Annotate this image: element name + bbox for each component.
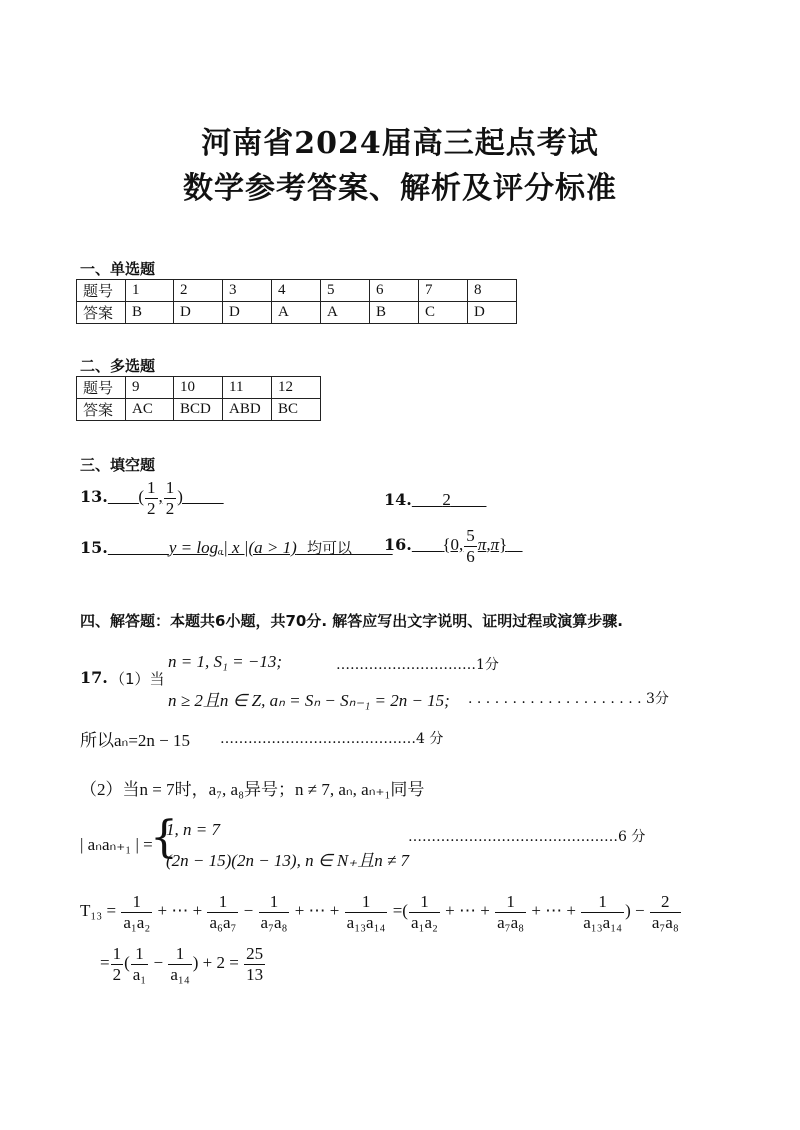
table-cell: BCD xyxy=(174,399,223,421)
frac-num: 1 xyxy=(165,478,175,497)
section-solutions-title: 四、解答题：本题共6小题，共70分. 解答应写出文字说明、证明过程或演算步骤. xyxy=(80,612,623,630)
table-cell: 7 xyxy=(419,280,468,302)
score-dots: . . . . . . . . . . . . . . . . . . . . 3分 xyxy=(468,691,669,707)
table-cell: 4 xyxy=(272,280,321,302)
frac-den: 13 xyxy=(246,964,264,984)
table-row xyxy=(77,399,321,421)
math-text: + ⋯ + xyxy=(531,900,576,920)
table-cell: D xyxy=(468,302,517,324)
math-line: n ≥ 2且n ∈ Z, aₙ = Sₙ − Sₙ₋₁ = 2n − 15; xyxy=(168,691,450,710)
table-cell: D xyxy=(223,302,272,324)
section-single-choice-title: 一、单选题 xyxy=(80,260,156,278)
frac-den: a₇a₈ xyxy=(260,912,288,932)
frac-num: 5 xyxy=(466,526,475,545)
frac-den: a₁₃a₁₄ xyxy=(583,912,623,932)
table-cell: 2 xyxy=(174,280,223,302)
table-row xyxy=(77,280,517,302)
frac-num: 1 xyxy=(495,892,526,913)
frac-num: 1 xyxy=(581,892,624,913)
frac-num: 1 xyxy=(409,892,440,913)
frac-den: a₁ xyxy=(132,964,147,984)
table-cell: 答案 xyxy=(77,302,126,324)
table-cell: 6 xyxy=(370,280,419,302)
final-expression: = $\frac{1}{2}$ ( $\frac{1}{\text{a₁}}$ − $\frac{1}{\text{a₁₄}}$ ) + 2 = $\frac{25}{13}$ xyxy=(100,944,264,984)
frac-num: 1 xyxy=(131,944,148,965)
math-line: n = 1, S₁ = −13; xyxy=(168,652,282,671)
answer-15 xyxy=(80,537,393,558)
math-line: 所以aₙ=2n − 15 xyxy=(80,731,190,750)
frac-num: 1 xyxy=(121,892,152,913)
part-label: （1）当 xyxy=(110,670,165,688)
frac-den: a₇a₈ xyxy=(497,912,525,932)
score-dots: ……………………………………4 分 xyxy=(220,731,444,747)
table-cell: C xyxy=(419,302,468,324)
table-cell: 10 xyxy=(174,377,223,399)
table-cell: AC xyxy=(126,399,174,421)
table-cell: 3 xyxy=(223,280,272,302)
frac-num: 25 xyxy=(246,944,264,963)
table-cell: A xyxy=(272,302,321,324)
answer-13: 13. ( $\frac{1}{2}$ , $\frac{1}{2}$ ) xyxy=(80,478,183,518)
table-cell: B xyxy=(126,302,174,324)
question-number: 13. xyxy=(80,486,108,506)
table-cell: 1 xyxy=(126,280,174,302)
question-number: 14. xyxy=(384,490,412,509)
table-cell: ABD xyxy=(223,399,272,421)
frac-den: 6 xyxy=(466,546,475,566)
answer-14 xyxy=(384,490,486,510)
table-cell: 5 xyxy=(321,280,370,302)
case-line: (2n − 15)(2n − 13), n ∈ N₊且n ≠ 7 xyxy=(166,851,410,870)
frac-den: a₁a₂ xyxy=(123,912,151,932)
math-text: T₁₃ = xyxy=(80,900,117,920)
frac-den: a₁a₂ xyxy=(410,912,438,932)
table-cell: B xyxy=(370,302,419,324)
case-line: 1, n = 7 xyxy=(166,820,220,839)
frac-den: a₁₄ xyxy=(170,964,190,984)
score-dots: ………………………………………6 分 xyxy=(408,829,646,845)
frac-num: 1 xyxy=(259,892,290,913)
frac-num: 1 xyxy=(168,944,191,965)
table-cell: 12 xyxy=(272,377,321,399)
section-fill-blank-title: 三、填空题 xyxy=(80,456,156,474)
table-cell: 8 xyxy=(468,280,517,302)
math-text: + ⋯ + xyxy=(294,900,340,920)
math-text: ) + 2 = xyxy=(192,952,239,972)
answer-value: 2 xyxy=(442,490,451,509)
table-cell: 11 xyxy=(223,377,272,399)
frac-num: 1 xyxy=(345,892,388,913)
frac-den: a₆a₇ xyxy=(209,912,237,932)
frac-num: 1 xyxy=(112,944,122,963)
frac-den: 2 xyxy=(147,498,156,518)
multi-choice-table xyxy=(76,376,321,421)
single-choice-table xyxy=(76,279,517,324)
frac-den: 2 xyxy=(165,498,175,518)
table-cell: 题号 xyxy=(77,280,126,302)
math-lhs: | aₙaₙ₊₁ | = xyxy=(80,835,153,854)
frac-num: 1 xyxy=(207,892,238,913)
table-cell: 题号 xyxy=(77,377,126,399)
question-number: 17. xyxy=(80,668,108,687)
frac-num: 1 xyxy=(147,478,156,497)
answer-16: 16. {0, $\frac{5}{6}$ π,π} xyxy=(384,526,508,566)
answer-value: y = logₐ| x |(a > 1) xyxy=(168,538,297,557)
math-text: + ⋯ + xyxy=(445,900,490,920)
left-brace: { xyxy=(150,812,178,863)
math-text: + ⋯ + xyxy=(157,900,203,920)
table-cell: BC xyxy=(272,399,321,421)
table-cell: 答案 xyxy=(77,399,126,421)
math-line: （2）当n = 7时，a₇, a₈异号；n ≠ 7, aₙ, aₙ₊₁同号 xyxy=(80,780,425,799)
score-dots: …………………………1分 xyxy=(336,657,499,673)
frac-den: a₇a₈ xyxy=(651,912,679,932)
page-title: 河南省2024届高三起点考试 xyxy=(201,126,599,161)
table-cell: D xyxy=(174,302,223,324)
table-cell: A xyxy=(321,302,370,324)
table-row xyxy=(77,377,321,399)
frac-num: 2 xyxy=(650,892,681,913)
question-number: 15. xyxy=(80,538,108,557)
section-multi-choice-title: 二、多选题 xyxy=(80,357,156,375)
page-subtitle: 数学参考答案、解析及评分标准 xyxy=(183,171,617,206)
table-cell: 9 xyxy=(126,377,174,399)
question-number: 16. xyxy=(384,534,412,554)
frac-den: a₁₃a₁₄ xyxy=(346,912,386,932)
t13-expression: T₁₃ = $\frac{1}{\text{a₁a₂}}$ + ⋯ + $\frac{1}{\text{a₆a₇}}$ − $\frac{1}{\text{a₇a₈}}$ + ⋯ + $\frac{1}{\text{a₁₃a₁₄}}$ =( $\frac{1}{\text{a₁a₂}}$ + ⋯ + $\frac{1}{\text{a₇a₈}}$ + ⋯ + $\frac{1}{\text{a₁₃a₁₄}}$ ) − $\frac{2}{\text{a₇a₈}}$ xyxy=(80,892,679,932)
answer-note: 均可以 xyxy=(306,539,352,557)
table-row xyxy=(77,302,517,324)
frac-den: 2 xyxy=(112,964,122,984)
